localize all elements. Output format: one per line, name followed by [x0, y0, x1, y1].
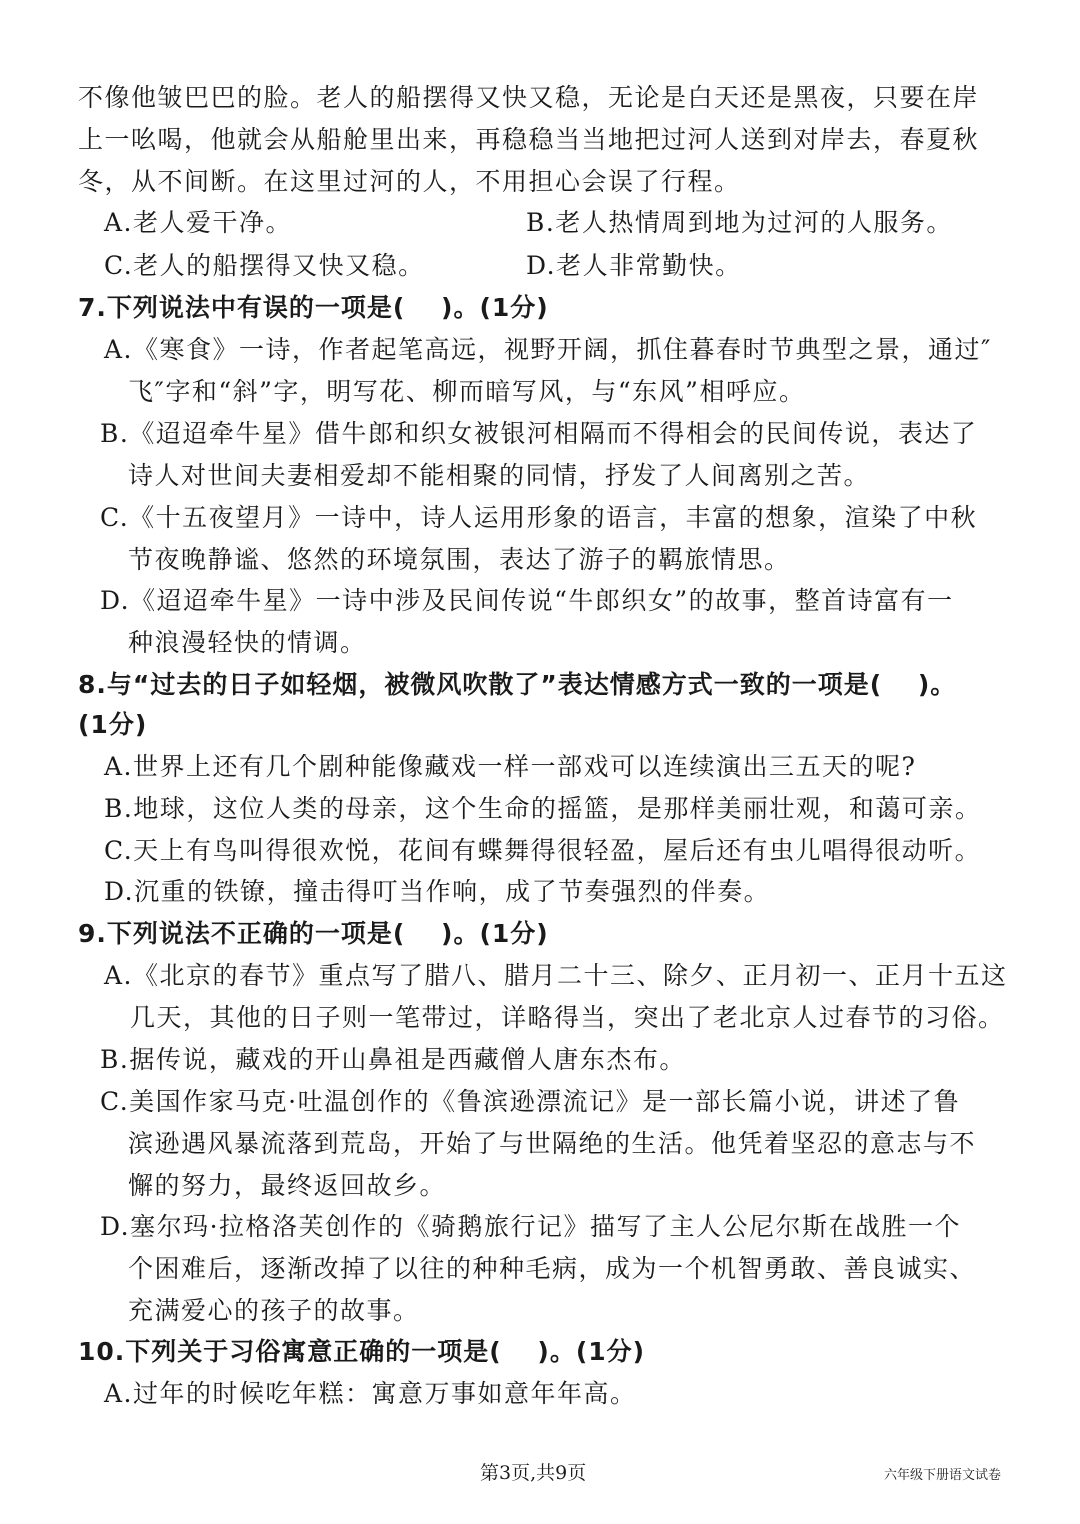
q9-option-c-line-1: C.美国作家马克·吐温创作的《鲁滨逊漂流记》是一部长篇小说，讲述了鲁	[100, 1087, 961, 1116]
question-8-stem-line-1: 8.与“过去的日子如轻烟，被微风吹散了”表达情感方式一致的一项是( )。	[78, 670, 957, 699]
q7-option-d-line-1: D.《迢迢牵牛星》一诗中涉及民间传说“牛郎织女”的故事，整首诗富有一	[100, 586, 954, 615]
q8-option-b: B.地球，这位人类的母亲，这个生命的摇篮，是那样美丽壮观，和蔼可亲。	[104, 794, 982, 823]
q9-option-a-line-1: A.《北京的春节》重点写了腊八、腊月二十三、除夕、正月初一、正月十五这	[104, 961, 1008, 990]
q9-option-c-line-2: 滨逊遇风暴流落到荒岛，开始了与世隔绝的生活。他凭着坚忍的意志与不	[128, 1129, 977, 1158]
page-number: 第3页,共9页	[480, 1462, 587, 1484]
question-9-stem: 9.下列说法不正确的一项是( )。(1分)	[78, 919, 549, 948]
q8-option-d: D.沉重的铁镣，撞击得叮当作响，成了节奏强烈的伴奏。	[104, 877, 771, 906]
q8-option-c: C.天上有鸟叫得很欢悦，花间有蝶舞得很轻盈，屋后还有虫儿唱得很动听。	[104, 836, 982, 865]
q7-option-d-line-2: 种浪漫轻快的情调。	[128, 628, 367, 657]
q7-option-b-line-2: 诗人对世间夫妻相爱却不能相聚的同情，抒发了人间离别之苦。	[128, 461, 871, 490]
q8-option-a: A.世界上还有几个剧种能像藏戏一样一部戏可以连续演出三五天的呢?	[104, 752, 917, 781]
q7-option-c-line-2: 节夜晚静谧、悠然的环境氛围，表达了游子的羁旅情思。	[128, 545, 791, 574]
q9-option-d-line-2: 个困难后，逐渐改掉了以往的种种毛病，成为一个机智勇敢、善良诚实、	[128, 1254, 977, 1283]
q6-option-b: B.老人热情周到地为过河的人服务。	[526, 208, 953, 237]
question-8-stem-line-2: (1分)	[78, 710, 148, 739]
q9-option-d-line-3: 充满爱心的孩子的故事。	[128, 1296, 420, 1325]
q7-option-c-line-1: C.《十五夜望月》一诗中，诗人运用形象的语言，丰富的想象，渲染了中秋	[100, 503, 978, 532]
question-10-stem: 10.下列关于习俗寓意正确的一项是( )。(1分)	[78, 1337, 646, 1366]
q6-option-a: A.老人爱干净。	[104, 208, 293, 237]
exam-title: 六年级下册语文试卷	[884, 1468, 1002, 1483]
q10-option-a: A.过年的时候吃年糕：寓意万事如意年年高。	[104, 1379, 637, 1408]
q7-option-b-line-1: B.《迢迢牵牛星》借牛郎和织女被银河相隔而不得相会的民间传说，表达了	[100, 419, 978, 448]
q7-option-a-line-1: A.《寒食》一诗，作者起笔高远，视野开阔，抓住暮春时节典型之景，通过″	[104, 335, 992, 364]
q6-option-d: D.老人非常勤快。	[526, 251, 742, 280]
passage-line-2: 上一吆喝，他就会从船舱里出来，再稳稳当当地把过河人送到对岸去，春夏秋	[78, 125, 980, 154]
q9-option-d-line-1: D.塞尔玛·拉格洛芙创作的《骑鹅旅行记》描写了主人公尼尔斯在战胜一个	[100, 1212, 962, 1241]
q9-option-c-line-3: 懈的努力，最终返回故乡。	[128, 1171, 447, 1200]
q9-option-b: B.据传说，藏戏的开山鼻祖是西藏僧人唐东杰布。	[100, 1045, 686, 1074]
passage-line-3: 冬，从不间断。在这里过河的人，不用担心会误了行程。	[78, 167, 741, 196]
q9-option-a-line-2: 几天，其他的日子则一笔带过，详略得当，突出了老北京人过春节的习俗。	[130, 1003, 1005, 1032]
question-7-stem: 7.下列说法中有误的一项是( )。(1分)	[78, 293, 549, 322]
passage-line-1: 不像他皱巴巴的脸。老人的船摆得又快又稳，无论是白天还是黑夜，只要在岸	[78, 83, 980, 112]
q7-option-a-line-2: 飞″字和“斜”字，明写花、柳而暗写风，与“东风”相呼应。	[128, 377, 806, 406]
q6-option-c: C.老人的船摆得又快又稳。	[104, 251, 425, 280]
